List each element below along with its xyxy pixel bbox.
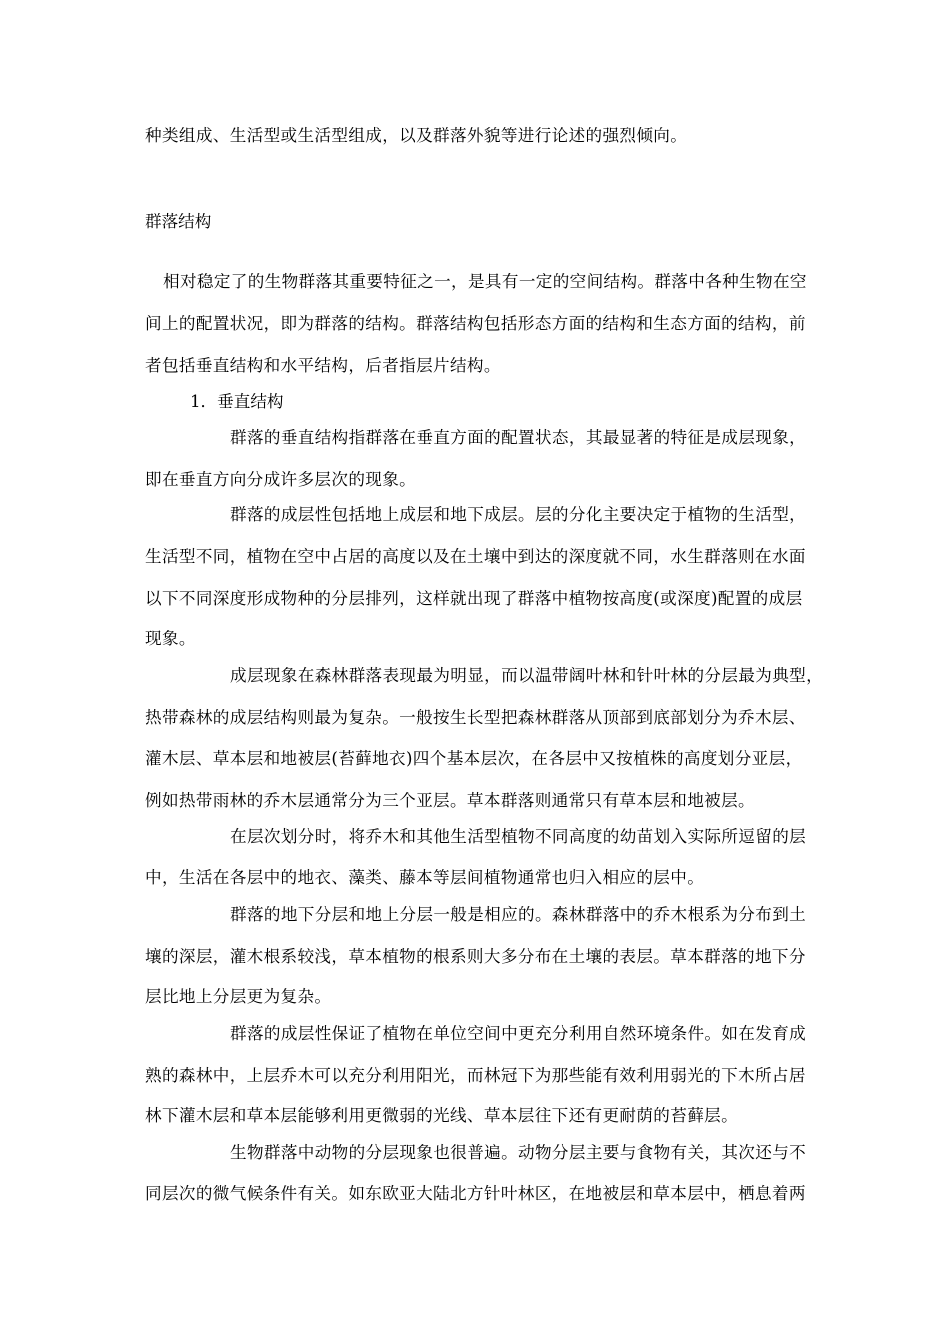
para6-line-3: 层比地上分层更为复杂。 (145, 987, 332, 1006)
para4-line-2: 热带森林的成层结构则最为复杂。一般按生长型把森林群落从顶部到底部划分为乔木层、 (145, 708, 806, 727)
para6-line-1: 群落的地下分层和地上分层一般是相应的。森林群落中的乔木根系为分布到土 (230, 905, 807, 924)
para8-line-1: 生物群落中动物的分层现象也很普遍。动物分层主要与食物有关，其次还与不 (230, 1143, 807, 1162)
para3-line-3: 以下不同深度形成物种的分层排列，这样就出现了群落中植物按高度(或深度)配置的成层 (145, 589, 803, 608)
para1-line-1: 相对稳定了的生物群落其重要特征之一，是具有一定的空间结构。群落中各种生物在空 (163, 272, 807, 291)
section-title: 群落结构 (145, 212, 212, 231)
para7-line-3: 林下灌木层和草本层能够利用更微弱的光线、草本层往下还有更耐荫的苔藓层。 (145, 1106, 739, 1125)
para1-line-3: 者包括垂直结构和水平结构，后者指层片结构。 (145, 356, 501, 375)
para7-line-2: 熟的森林中，上层乔木可以充分利用阳光，而林冠下为那些能有效利用弱光的下木所占居 (145, 1066, 806, 1085)
para4-line-4: 例如热带雨林的乔木层通常分为三个亚层。草本群落则通常只有草本层和地被层。 (145, 791, 755, 810)
para7-line-1: 群落的成层性保证了植物在单位空间中更充分利用自然环境条件。如在发育成 (230, 1024, 807, 1043)
para2-line-2: 即在垂直方向分成许多层次的现象。 (145, 470, 417, 489)
para3-line-2: 生活型不同，植物在空中占居的高度以及在土壤中到达的深度就不同，水生群落则在水面 (145, 547, 806, 566)
para1-line-2: 间上的配置状况，即为群落的结构。群落结构包括形态方面的结构和生态方面的结构，前 (145, 314, 806, 333)
para2-line-1: 群落的垂直结构指群落在垂直方面的配置状态，其最显著的特征是成层现象， (230, 428, 807, 447)
para5-line-1: 在层次划分时，将乔木和其他生活型植物不同高度的幼苗划入实际所逗留的层 (230, 827, 807, 846)
para4-line-1: 成层现象在森林群落表现最为明显，而以温带阔叶林和针叶林的分层最为典型， (230, 666, 824, 685)
para8-line-2: 同层次的微气候条件有关。如东欧亚大陆北方针叶林区，在地被层和草本层中，栖息着两 (145, 1184, 806, 1203)
subsection-title: 1．垂直结构 (190, 392, 284, 411)
para3-line-4: 现象。 (145, 629, 196, 648)
para6-line-2: 壤的深层，灌木根系较浅，草本植物的根系则大多分布在土壤的表层。草本群落的地下分 (145, 947, 806, 966)
para5-line-2: 中，生活在各层中的地衣、藻类、藤本等层间植物通常也归入相应的层中。 (145, 868, 705, 887)
intro-tail-line: 种类组成、生活型或生活型组成，以及群落外貌等进行论述的强烈倾向。 (145, 126, 688, 145)
para4-line-3: 灌木层、草本层和地被层(苔藓地衣)四个基本层次，在各层中又按植株的高度划分亚层， (145, 749, 803, 768)
para3-line-1: 群落的成层性包括地上成层和地下成层。层的分化主要决定于植物的生活型， (230, 505, 807, 524)
